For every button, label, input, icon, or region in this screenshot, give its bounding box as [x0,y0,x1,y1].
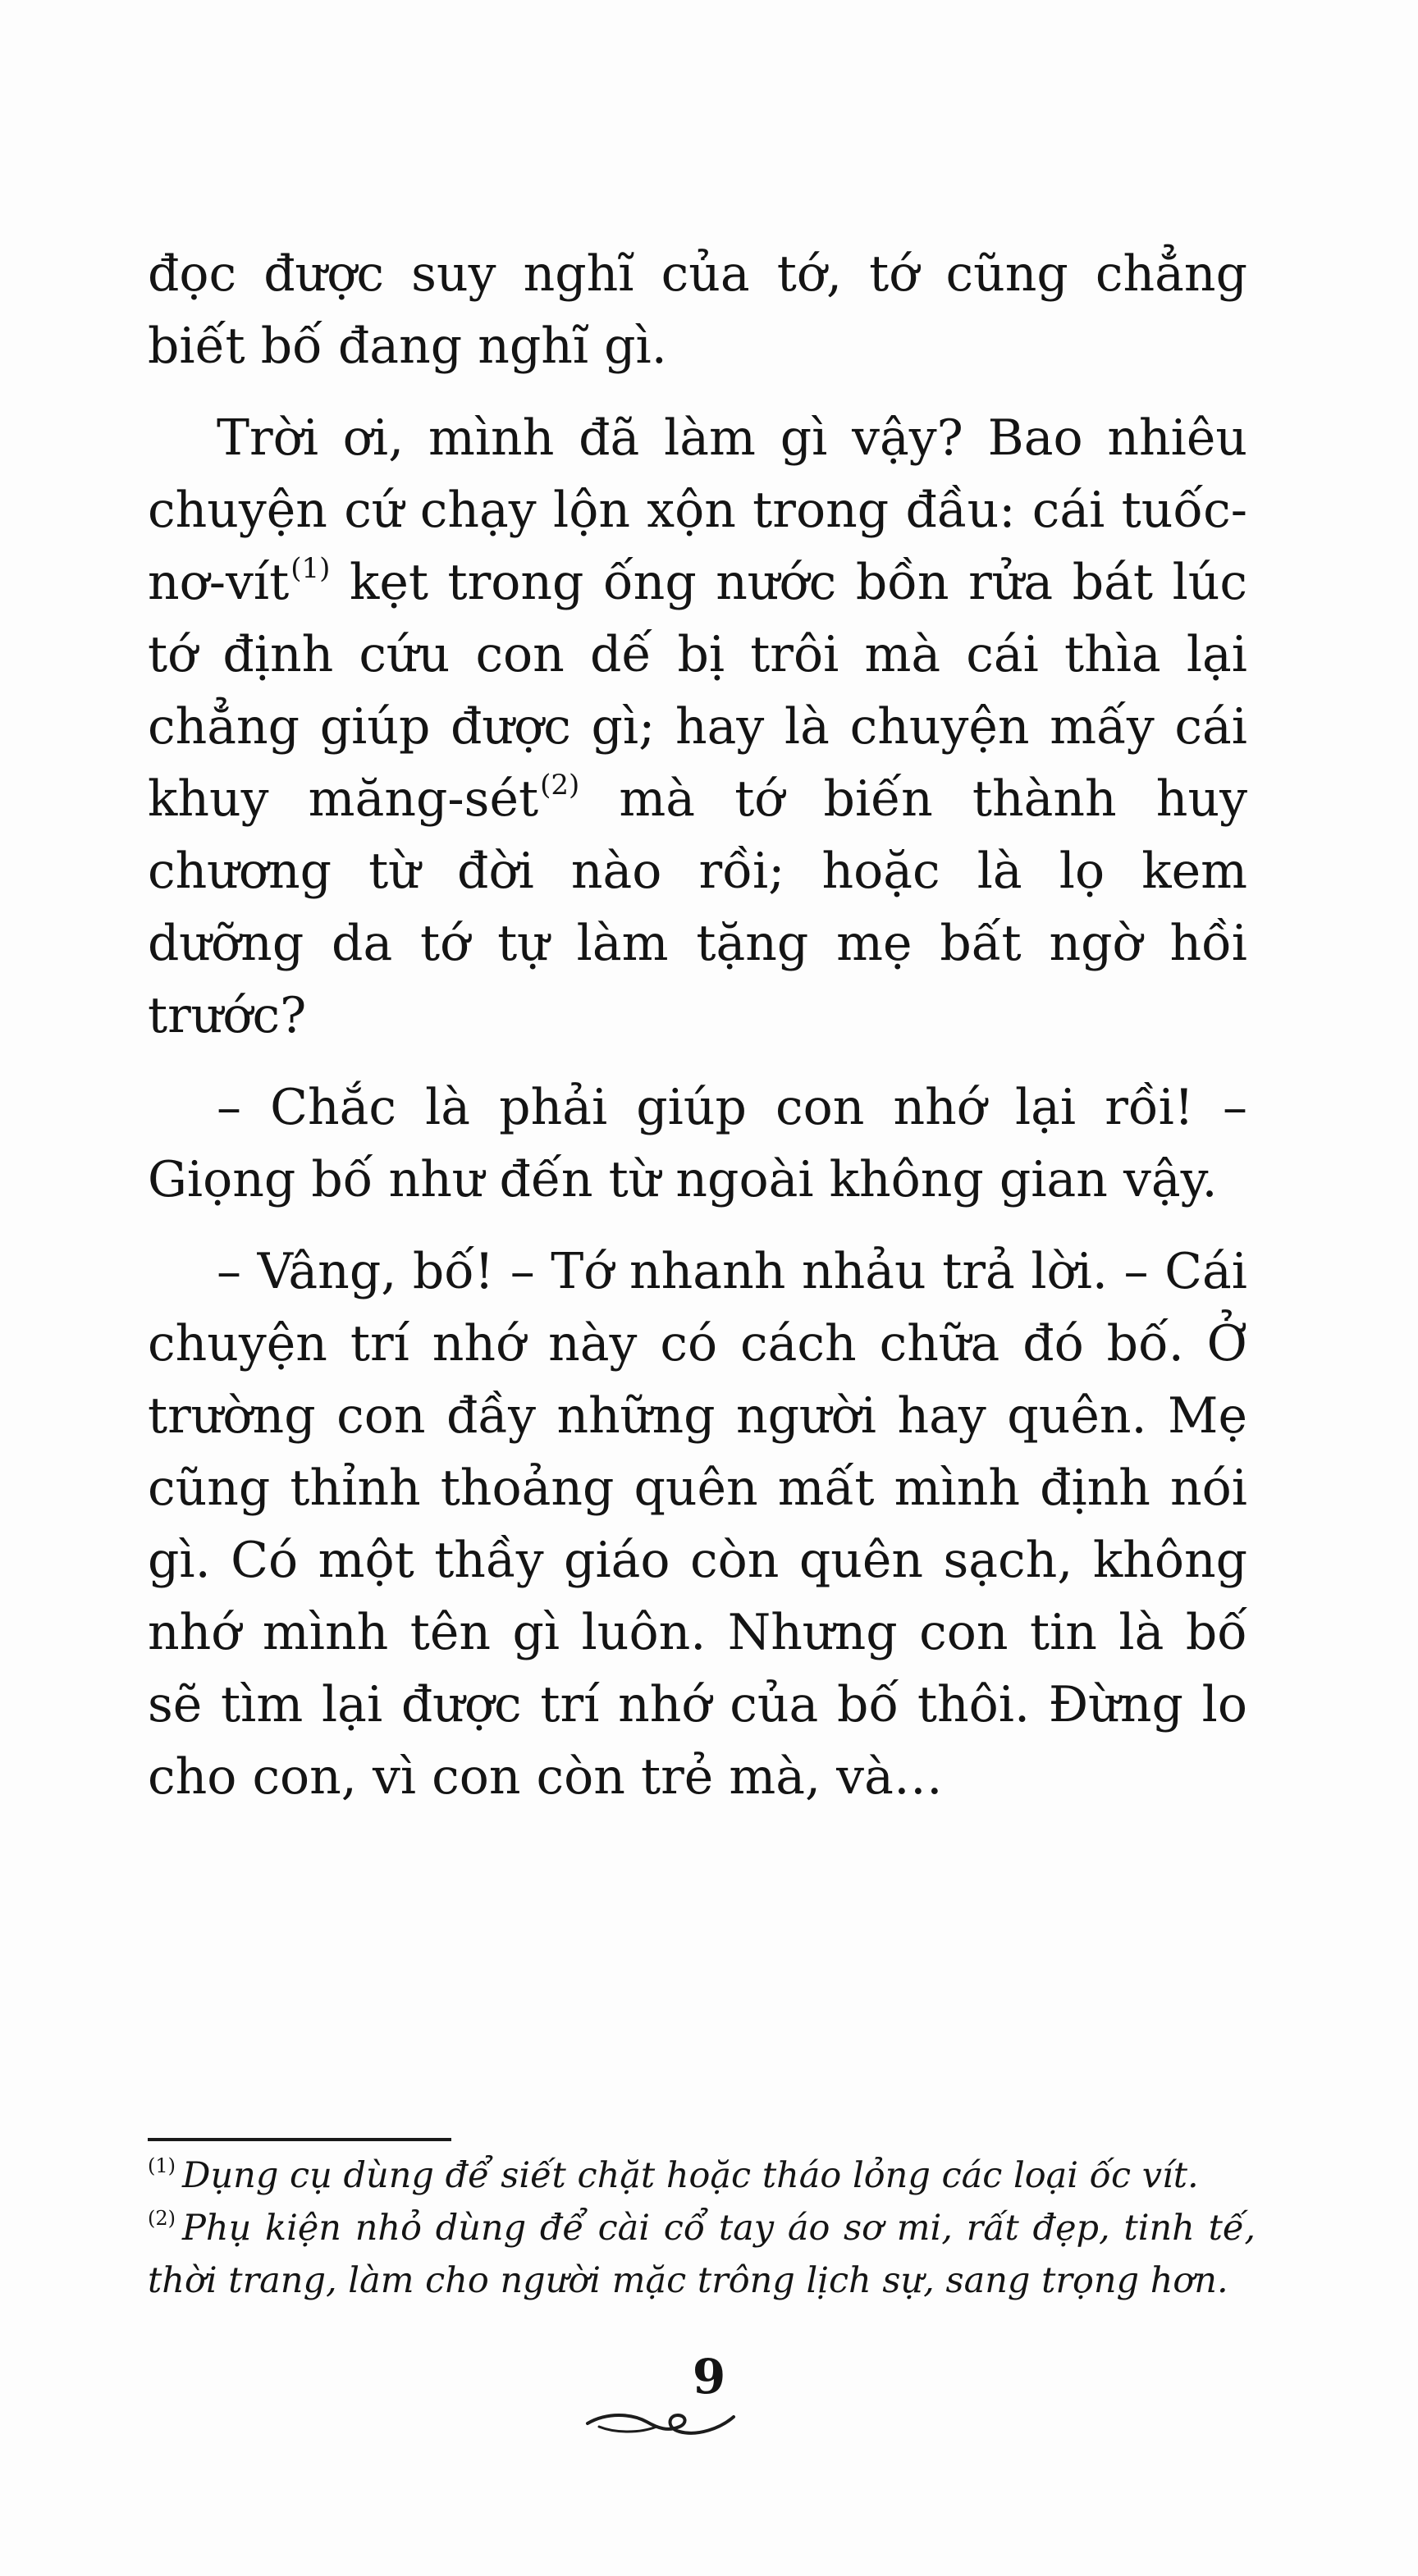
footnote-divider [148,2138,451,2141]
body-text [148,238,1247,1833]
footnote-2 [148,2202,1256,2307]
footnote-ref-2: (2) [540,769,580,802]
footnote-text: Dụng cụ dùng để siết chặt hoặc tháo lỏng các loại ốc vít. [182,2155,1199,2196]
paragraph-text-part: kẹt trong ống nước bồn rửa bát lúc tớ định cứu con dế bị trôi mà cái thìa lại chẳng giúp được gì; hay là chuyện mấy cái khuy măng-sét [148,554,1247,828]
paragraph-text-part: Trời ơi, mình đã làm gì vậy? Bao nhiêu chuyện cứ chạy lộn xộn trong đầu: cái tuốc-nơ-vít [148,409,1247,611]
footnotes [148,2149,1256,2307]
paragraph-text-part: mà tớ biến thành huy chương từ đời nào rồi; hoặc là lọ kem dưỡng da tớ tự làm tặng mẹ bất ngờ hồi trước? [148,770,1247,1044]
footnote-1 [148,2149,1256,2202]
paragraph-dialogue-reply: – Vâng, bố! – Tớ nhanh nhảu trả lời. – Cái chuyện trí nhớ này có cách chữa đó bố. Ở trường con đầy những người hay quên. Mẹ cũng thỉnh thoảng quên mất mình định nói gì. Có một thầy giáo còn quên sạch, không nhớ mình tên gì luôn. Nhưng con tin là bố sẽ tìm lại được trí nhớ của bố thôi. Đừng lo cho con, vì con còn trẻ mà, và… [148,1243,1247,1806]
paragraph-memory-thoughts [148,402,1247,1052]
footnote-marker: (2) [148,2207,176,2230]
footnote-text: Phụ kiện nhỏ dùng để cài cổ tay áo sơ mi, rất đẹp, tinh tế, thời trang, làm cho người mặc trông lịch sự, sang trọng hơn. [148,2208,1256,2301]
page-number: 9 [692,2349,726,2405]
paragraph-dialogue-dad: – Chắc là phải giúp con nhớ lại rồi! – Giọng bố như đến từ ngoài không gian vậy. [148,1079,1247,1208]
footnote-ref-1: (1) [290,552,331,585]
flourish-icon [583,2404,739,2441]
footnote-marker: (1) [148,2154,176,2177]
paragraph-continuation: đọc được suy nghĩ của tớ, tớ cũng chẳng biết bố đang nghĩ gì. [148,245,1247,375]
